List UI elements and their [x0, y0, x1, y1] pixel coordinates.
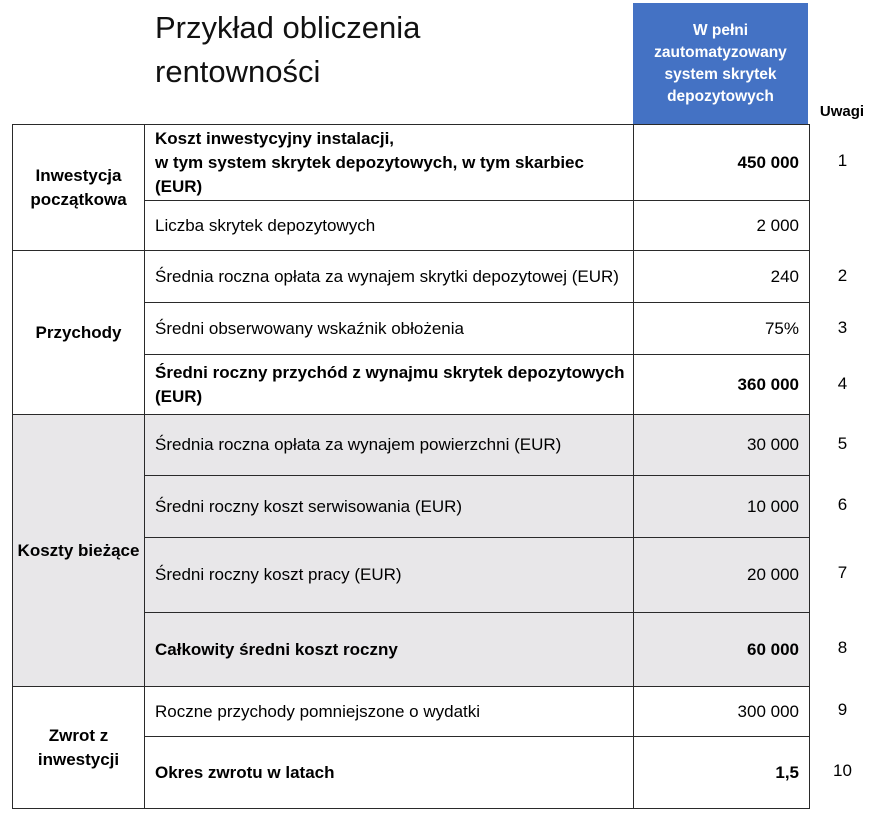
table-row [13, 415, 810, 476]
row-value: 30 000 [634, 415, 810, 476]
profitability-table [12, 124, 810, 809]
row-value: 20 000 [634, 538, 810, 613]
note-number: 9 [837, 700, 848, 719]
note-number: 8 [837, 638, 848, 657]
row-value: 75% [634, 303, 810, 355]
row-description: Roczne przychody pomniejszone o wydatki [145, 687, 634, 737]
row-description: Liczba skrytek depozytowych [145, 201, 634, 251]
row-value: 450 000 [634, 125, 810, 201]
row-value: 240 [634, 251, 810, 303]
note-number: 1 [837, 151, 848, 170]
row-description: Średni roczny przychód z wynajmu skrytek depozytowych (EUR) [145, 355, 634, 415]
note-number: 10 [833, 761, 852, 780]
row-value: 1,5 [634, 737, 810, 809]
row-description: Okres zwrotu w latach [145, 737, 634, 809]
table-row [13, 251, 810, 303]
row-value: 360 000 [634, 355, 810, 415]
row-description: Średni roczny koszt pracy (EUR) [145, 538, 634, 613]
row-value: 2 000 [634, 201, 810, 251]
note-number: 7 [837, 563, 848, 582]
column-header: W pełni zautomatyzowany system skrytek depozytowych [633, 3, 808, 124]
row-description: Średni obserwowany wskaźnik obłożenia [145, 303, 634, 355]
row-description: Średni roczny koszt serwisowania (EUR) [145, 476, 634, 538]
note-number: 5 [837, 434, 848, 453]
section-label-roi: Zwrot z inwestycji [13, 687, 145, 809]
section-label-costs: Koszty bieżące [13, 415, 145, 687]
row-description: Średnia roczna opłata za wynajem powierzchni (EUR) [145, 415, 634, 476]
page-title: Przykład obliczenia rentowności [155, 10, 421, 89]
row-description: Średnia roczna opłata za wynajem skrytki depozytowej (EUR) [145, 251, 634, 303]
note-number: 3 [837, 318, 848, 337]
row-description: Całkowity średni koszt roczny [145, 613, 634, 687]
row-value: 300 000 [634, 687, 810, 737]
note-number: 2 [837, 266, 848, 285]
notes-header: Uwagi [819, 103, 865, 120]
row-description: Koszt inwestycyjny instalacji, w tym system skrytek depozytowych, w tym skarbiec (EUR) [145, 125, 634, 201]
table-row [13, 687, 810, 737]
section-label-investment: Inwestycja początkowa [13, 125, 145, 251]
note-number: 4 [837, 374, 848, 393]
row-value: 10 000 [634, 476, 810, 538]
note-number: 6 [837, 495, 848, 514]
row-value: 60 000 [634, 613, 810, 687]
section-label-revenue: Przychody [13, 251, 145, 415]
table-row [13, 125, 810, 201]
